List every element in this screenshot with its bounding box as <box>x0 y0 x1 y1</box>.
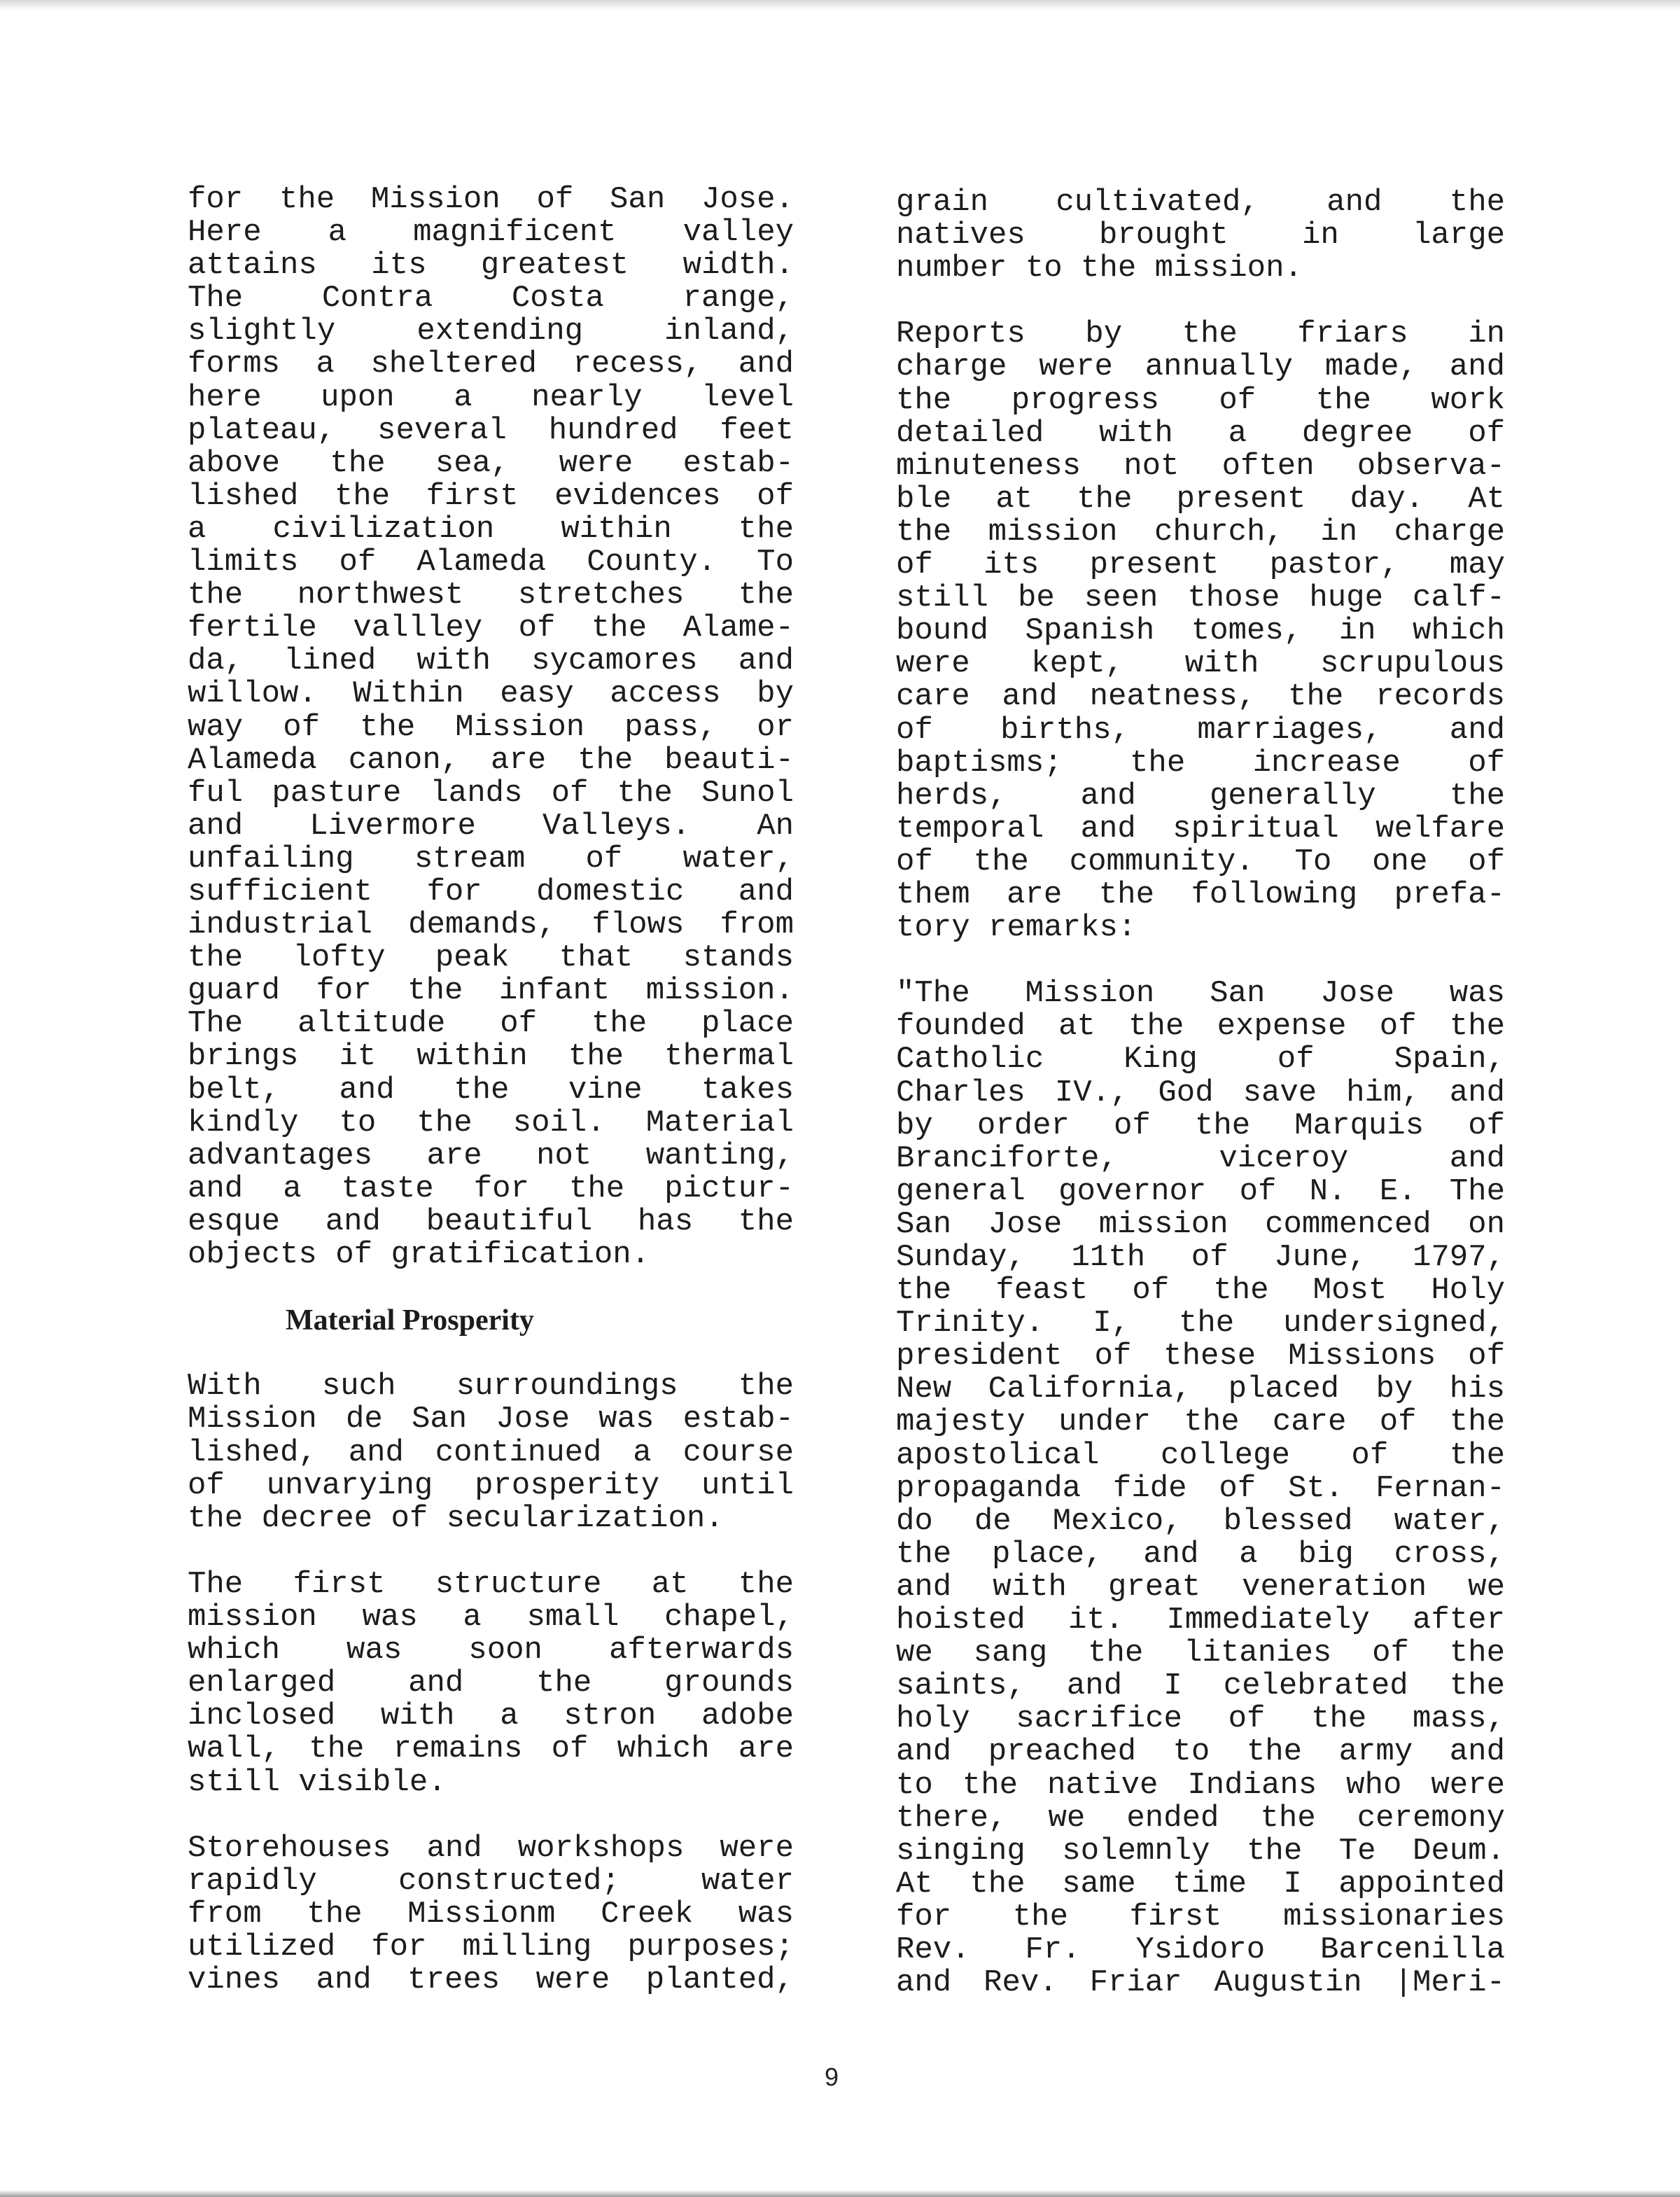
text-line: baptisms; the increase of <box>896 746 1505 780</box>
text-line: here upon a nearly level <box>188 381 794 414</box>
paragraph-gap <box>188 1799 794 1832</box>
paragraph <box>896 977 1505 2000</box>
text-line: and preached to the army and <box>896 1736 1505 1769</box>
text-line: attains its greatest width. <box>188 249 794 283</box>
text-line: hoisted it. Immediately after <box>896 1604 1505 1638</box>
text-line: singing solemnly the Te Deum. <box>896 1834 1505 1868</box>
text-line: inclosed with a stron adobe <box>188 1700 794 1734</box>
text-line: rapidly constructed; water <box>188 1864 794 1898</box>
paragraph <box>188 1832 794 1997</box>
text-line: slightly extending inland, <box>188 315 794 349</box>
text-line: detailed with a degree of <box>896 417 1505 450</box>
text-line: and with great veneration we <box>896 1570 1505 1605</box>
text-line: ful pasture lands of the Sunol <box>188 776 794 810</box>
text-line: Sunday, 11th of June, 1797, <box>896 1241 1505 1275</box>
paragraph-gap <box>188 1535 794 1568</box>
text-line: to the native Indians who were <box>896 1769 1505 1802</box>
left-column <box>188 183 794 1997</box>
text-line: there, we ended the ceremony <box>896 1801 1505 1835</box>
section-heading: Material Prosperity <box>286 1304 534 1337</box>
text-line: above the sea, were estab- <box>188 447 794 480</box>
text-line: Branciforte, viceroy and <box>896 1142 1505 1176</box>
text-line: the northwest stretches the <box>188 579 794 613</box>
text-line: vines and trees were planted, <box>188 1964 794 1997</box>
text-line: care and neatness, the records <box>896 681 1505 714</box>
text-line: founded at the expense of the <box>896 1010 1505 1044</box>
text-line: general governor of N. E. The <box>896 1175 1505 1208</box>
text-line: a civilization within the <box>188 512 794 547</box>
paragraph-gap <box>188 1271 794 1304</box>
text-line: Catholic King of Spain, <box>896 1043 1505 1077</box>
paragraph <box>188 1370 794 1535</box>
text-line: were kept, with scrupulous <box>896 648 1505 681</box>
text-line: Here a magnificent valley <box>188 216 794 250</box>
text-line: forms a sheltered recess, and <box>188 348 794 382</box>
text-line: With such surroundings the <box>188 1370 794 1404</box>
text-line: of births, marriages, and <box>896 713 1505 747</box>
page-number: 9 <box>825 2063 839 2091</box>
text-line: The altitude of the place <box>188 1007 794 1041</box>
text-line: for the first missionaries <box>896 1900 1505 1934</box>
text-line: and Livermore Valleys. An <box>188 809 794 843</box>
text-line: of its present pastor, may <box>896 549 1505 583</box>
text-line: ble at the present day. At <box>896 482 1505 516</box>
text-line: of unvarying prosperity until <box>188 1469 794 1502</box>
text-line: do de Mexico, blessed water, <box>896 1505 1505 1538</box>
text-line: the feast of the Most Holy <box>896 1274 1505 1308</box>
text-line: sufficient for domestic and <box>188 875 794 909</box>
text-line: utilized for milling purposes; <box>188 1930 794 1965</box>
text-line: grain cultivated, and the <box>896 186 1505 220</box>
text-line: unfailing stream of water, <box>188 842 794 876</box>
text-line: the mission church, in charge <box>896 515 1505 550</box>
paragraph <box>896 318 1505 944</box>
text-line: still be seen those huge calf- <box>896 582 1505 615</box>
text-line: herds, and generally the <box>896 779 1505 813</box>
text-line: majesty under the care of the <box>896 1406 1505 1439</box>
right-column <box>896 186 1505 2000</box>
scan-edge-top <box>0 0 1680 10</box>
text-line: wall, the remains of which are <box>188 1733 794 1766</box>
text-line: lished, and continued a course <box>188 1436 794 1470</box>
paragraph-gap <box>896 944 1505 977</box>
text-line: bound Spanish tomes, in which <box>896 615 1505 648</box>
text-line: from the Missionm Creek was <box>188 1897 794 1931</box>
paragraph <box>188 183 794 1271</box>
text-line: San Jose mission commenced on <box>896 1208 1505 1241</box>
text-line: the decree of secularization. <box>188 1500 724 1536</box>
text-line: still visible. <box>188 1764 447 1800</box>
paragraph <box>188 1568 794 1799</box>
text-line: kindly to the soil. Material <box>188 1106 794 1140</box>
text-line: we sang the litanies of the <box>896 1637 1505 1671</box>
text-line: tory remarks: <box>896 910 1137 946</box>
text-line: and Rev. Friar Augustin |Meri- <box>896 1967 1505 2000</box>
scan-edge-bottom <box>0 2190 1680 2197</box>
text-line: "The Mission San Jose was <box>896 977 1505 1011</box>
text-line: Mission de San Jose was estab- <box>188 1403 794 1437</box>
text-line: way of the Mission pass, or <box>188 711 794 744</box>
text-line: plateau, several hundred feet <box>188 414 794 447</box>
text-line: minuteness not often observa- <box>896 449 1505 483</box>
text-line: Storehouses and workshops were <box>188 1832 794 1865</box>
text-line: Trinity. I, the undersigned, <box>896 1307 1505 1341</box>
text-line: Alameda canon, are the beauti- <box>188 744 794 777</box>
text-line: by order of the Marquis of <box>896 1109 1505 1143</box>
text-line: Rev. Fr. Ysidoro Barcenilla <box>896 1933 1505 1967</box>
text-line: charge were annually made, and <box>896 351 1505 384</box>
text-line: The first structure at the <box>188 1568 794 1602</box>
text-line: and a taste for the pictur- <box>188 1172 794 1206</box>
text-line: of the community. To one of <box>896 845 1505 879</box>
text-line: brings it within the thermal <box>188 1040 794 1074</box>
paragraph-gap <box>896 285 1505 318</box>
text-line: them are the following prefa- <box>896 878 1505 912</box>
text-line: which was soon afterwards <box>188 1634 794 1668</box>
text-line: guard for the infant mission. <box>188 975 794 1008</box>
text-line: Charles IV., God save him, and <box>896 1076 1505 1110</box>
text-line: lished the first evidences of <box>188 480 794 513</box>
text-line: da, lined with sycamores and <box>188 645 794 678</box>
text-line: Reports by the friars in <box>896 318 1505 351</box>
text-line: saints, and I celebrated the <box>896 1670 1505 1703</box>
text-line: mission was a small chapel, <box>188 1601 794 1635</box>
text-line: esque and beautiful has the <box>188 1205 794 1239</box>
text-line: number to the mission. <box>896 251 1303 286</box>
text-line: president of these Missions of <box>896 1340 1505 1374</box>
text-line: propaganda fide of St. Fernan- <box>896 1472 1505 1505</box>
text-line: holy sacrifice of the mass, <box>896 1703 1505 1736</box>
text-line: enlarged and the grounds <box>188 1667 794 1701</box>
text-line: fertile vallley of the Alame- <box>188 612 794 646</box>
text-line: objects of gratification. <box>188 1237 650 1272</box>
text-line: the lofty peak that stands <box>188 942 794 975</box>
paragraph <box>896 186 1505 285</box>
text-line: the progress of the work <box>896 384 1505 417</box>
text-line: industrial demands, flows from <box>188 909 794 942</box>
text-line: apostolical college of the <box>896 1439 1505 1472</box>
text-line: At the same time I appointed <box>896 1867 1505 1901</box>
text-line: natives brought in large <box>896 219 1505 253</box>
text-line: limits of Alameda County. To <box>188 546 794 580</box>
text-line: for the Mission of San Jose. <box>188 183 794 217</box>
text-line: willow. Within easy access by <box>188 678 794 711</box>
text-line: The Contra Costa range, <box>188 282 794 316</box>
text-line: the place, and a big cross, <box>896 1537 1505 1571</box>
text-line: temporal and spiritual welfare <box>896 812 1505 846</box>
text-line: advantages are not wanting, <box>188 1139 794 1173</box>
text-line: belt, and the vine takes <box>188 1073 794 1107</box>
text-line: New California, placed by his <box>896 1373 1505 1407</box>
paragraph-gap <box>188 1337 794 1370</box>
